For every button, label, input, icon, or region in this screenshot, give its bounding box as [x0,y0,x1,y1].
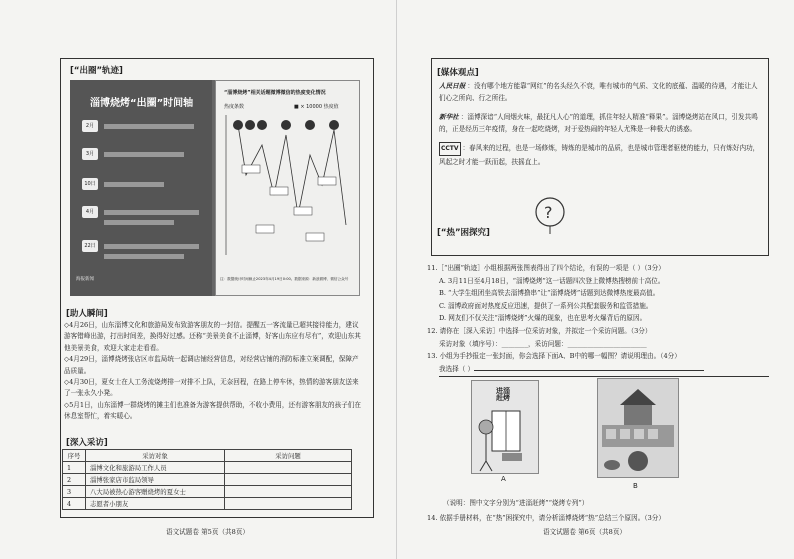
table-cell [225,474,352,486]
section-title-help: [助人瞬间] [66,309,108,319]
option-b: B. “大学生组团坐高铁去淄博撸串”让“淄博烧烤”话题到达微博热度最高值。 [439,289,660,298]
timeline-infographic [70,80,360,296]
media-source: 新华社 [439,112,459,121]
label-a: A [501,475,506,483]
table-cell: 2 [63,474,86,486]
timeline-date: 2月 [82,120,98,132]
page-footer-right: 语文试题卷 第6页（共8页） [543,528,627,536]
answer-blank[interactable] [474,363,704,371]
answer-rule [439,376,769,377]
table-row [63,474,352,486]
page-footer-left: 语文试题卷 第5页（共8页） [166,528,250,536]
timeline-text-line [104,210,199,215]
paragraph: ◇5月1日，山东淄博一群烧烤的摊主们也准备为游客提供帮助，不收小费用，还有游客朋友的孩子们在休息室帮忙，着实暖心。 [64,400,361,421]
timeline-text-line [104,220,174,225]
right-page [397,0,794,559]
table-cell [225,462,352,474]
cartoon-b [597,378,679,478]
table-row [63,486,352,498]
media-text: ：春风来的过程，也是一场修炼，铸炼的是城市的品质，也是城市管理者驱使的能力，只有炼好内功，风起之时才能一跃而起，扶摇直上。 [439,143,760,167]
timeline-date: 10日 [82,178,98,190]
table-cell [225,498,352,510]
cartoon-caption: （说明：图中文字分别为“进淄赶烤”“烧烤专列”） [443,499,589,507]
answer-line-12[interactable]: 采访对象（填序号）：________，采访问题：________________________ [439,339,647,348]
choice-prompt: 我选择（ ） [439,364,475,373]
table-header: 序号 [63,450,86,462]
questions-block [427,262,777,375]
question-11: 11.［“出圈”轨迹］小组根据两张图表得出了四个结论，有误的一项是（ ）（3分） [427,264,665,272]
cartoon-a [471,380,539,474]
media-source: 人民日报 [439,82,466,90]
cartoon-a-text: 进淄赶烤 [496,386,510,402]
question-12: 12. 请你在［深入采访］中选择一位采访对象，并拟定一个采访问题。（3分） [427,326,652,335]
timeline-logo: 海报新闻 [76,277,94,282]
timeline-text-line [104,254,184,259]
option-d: D. 网友们不仅关注“淄博烧烤”火爆的现象，也在思考火爆背后的原因。 [439,314,647,323]
media-quote [439,142,761,169]
table-header: 采访问题 [225,450,352,462]
table-header: 采访对象 [86,450,225,462]
heat-chart-footnote: 注：数据统计时间截止2023年4月19日0:00。数据来源：新浪微博、微信公众号 [220,277,349,281]
question-14: 14. 依据手册材料，在“热”困探究中，请分析淄博烧烤“热”总结三个原因。（3分） [427,514,665,522]
timeline-text-line [104,152,184,157]
heat-chart-ylabel: 热度条数 [224,104,245,110]
timeline-date: 22日 [82,240,98,252]
timeline-date: 4月 [82,206,98,218]
label-b: B [633,482,638,490]
table-cell: 志愿者小朋友 [86,498,225,510]
heat-chart-panel [215,80,360,296]
media-text: ：没有哪个地方能靠“网红”的名头经久不衰，唯有城市的气质、文化的底蕴、温暖的待遇，才能让人们心之所向、行之所往。 [439,82,758,103]
timeline-text-line [104,124,194,129]
timeline-panel [70,80,212,296]
interview-table [62,449,352,510]
cctv-logo: CCTV [439,142,461,156]
table-cell: 淄博张家店市监局领导 [86,474,225,486]
question-13: 13. 小组为手抄报定一张封面，你会选择下面A、B中的哪一幅图？请说明理由。（4分） [427,352,681,361]
media-quote [439,80,761,105]
cartoon-b-drawing [598,379,678,477]
table-cell: 淄博文化和旅游局工作人员 [86,462,225,474]
media-quotes [439,80,761,168]
question-mark-person-icon [527,196,573,236]
heat-chart-legend: ■ × 10000 热度值 [294,104,339,110]
timeline-date: 3月 [82,148,98,160]
table-cell: 1 [63,462,86,474]
section-title-explore: [“热”困探究] [437,228,490,238]
paragraph: ◇4月29日，淄博烧烤张店区市监局统一起调店铺经营信息，对经营店铺的消防标准立案调配，保障产品质量。 [64,355,359,375]
answer-line-13[interactable] [427,363,777,376]
table-cell: 3 [63,486,86,498]
timeline-text-line [104,182,164,187]
section-title-media: [媒体观点] [437,68,479,78]
svg-text:?: ? [544,203,553,222]
table-cell [225,486,352,498]
section-title-trajectory: [“出圈”轨迹] [70,66,123,76]
table-row [63,462,352,474]
media-quote [439,111,761,136]
table-cell: 八大局被热心游客赠烧烤的夏女士 [86,486,225,498]
section-title-interview: [深入采访] [66,438,108,448]
heat-chart-title: “淄博烧烤”相关话题微博微信的热度变化情况 [224,90,326,96]
option-c: C. 淄博政府面对热度反应迅速，提供了一系列公共配套服务和监管措施。 [439,301,653,310]
option-a: A. 3月11日至4月18日，“淄博烧烤”这一话题四次登上微博热搜榜前十高位。 [439,276,665,285]
paragraph: ◇4月30日，夏女士在人工务流烧烤排一对排不上队，无奈回程，在路上停车休，热情的游客朋友送来了一张永久小凳。 [64,378,359,398]
table-row [63,498,352,510]
table-cell: 4 [63,498,86,510]
help-paragraphs [64,320,364,423]
paragraph: ◇4月26日，山东淄博文化和旅游局发布致游客朋友的一封信。提醒五一客流量已超其接待能力，建议游客错峰出游，打出时间差，换得好过感。还称“美景美食不止淄博，好客山东应有尽有”，欢迎山东其他美景美食，欢迎大家走走看看。 [64,321,361,352]
media-text: ：淄博深谙“人间烟火味，最抚凡人心”的道理，抓住年轻人精准“释果”。淄博烧烤站在风口，引发共鸣的，正是经历三年疫情，身在一起吃烧烤，对于爱热闹的年轻人尤殊是一种极大的诱惑。 [439,112,758,134]
table-header-row [63,450,352,462]
timeline-title: 淄博烧烤“出圈”时间轴 [90,98,194,109]
heat-chart-graphic [216,115,359,265]
timeline-text-line [104,244,199,249]
